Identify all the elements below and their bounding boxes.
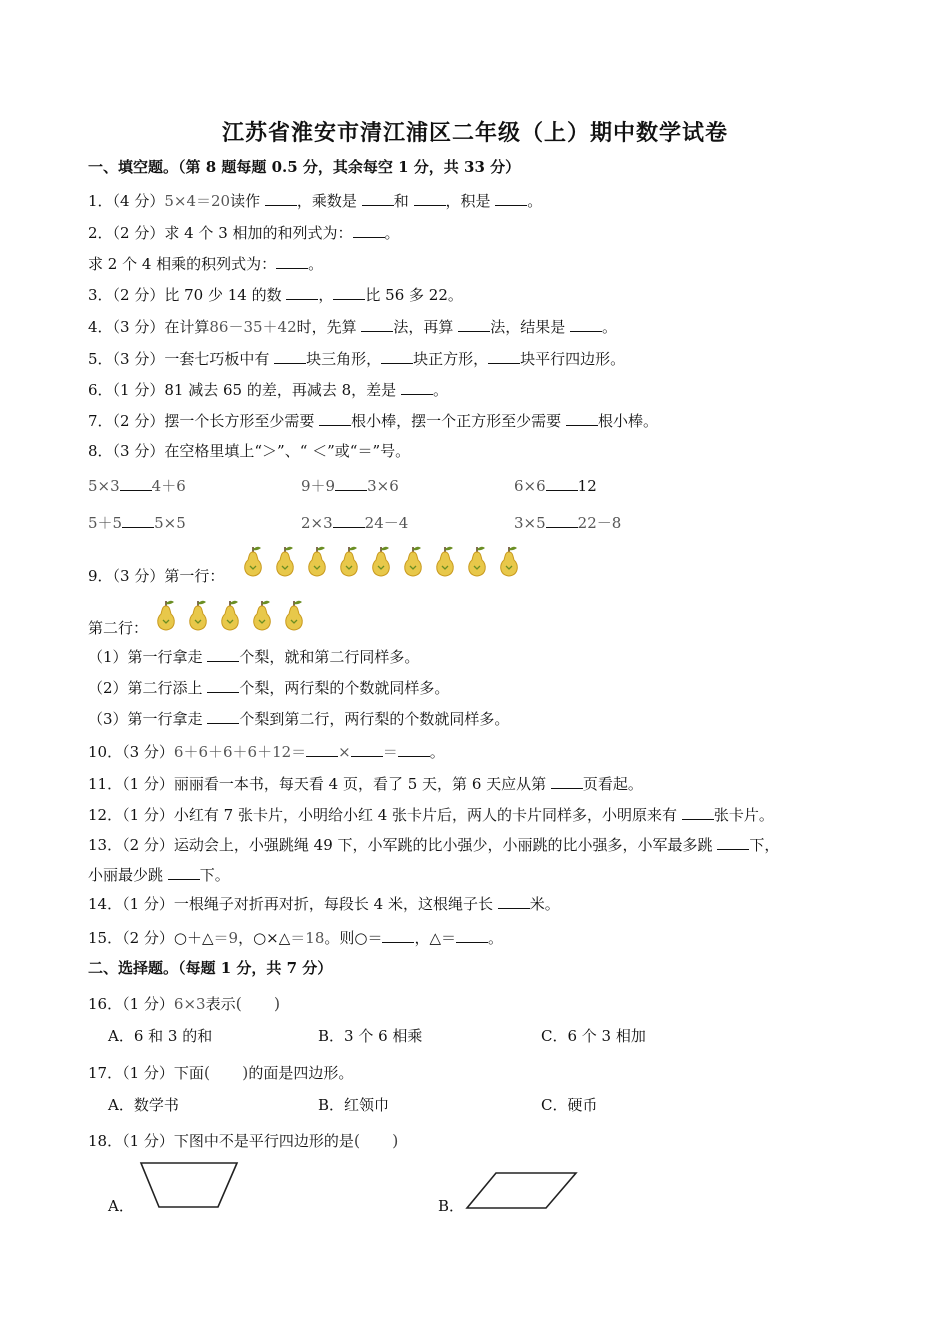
option-c[interactable]: C．6 个 3 相加 [541, 1027, 646, 1045]
pear-icon [304, 544, 330, 578]
question-11: 11．（1 分）丽丽看一本书，每天看 4 页，看了 5 天，第 6 天应从第 页看起。 [88, 775, 643, 793]
compare-item: 2×3 24－4 [301, 514, 409, 532]
compare-item: 9＋9 3×6 [301, 477, 399, 495]
compare-item: 3×5 22－8 [514, 514, 622, 532]
question-13: 13．（2 分）运动会上，小强跳绳 49 下，小军跳的比小强少，小丽跳的比小强多，小军最多跳 下， [88, 836, 780, 854]
answer-blank[interactable] [207, 677, 239, 693]
answer-blank[interactable] [495, 190, 527, 206]
question-2b: 求 2 个 4 相乘的积列式为： 。 [88, 255, 324, 273]
question-5: 5．（3 分）一套七巧板中有 块三角形， 块正方形， 块平行四边形。 [88, 350, 626, 368]
pear-icon [217, 598, 243, 632]
question-13-cont: 小丽最少跳 下。 [88, 866, 230, 884]
answer-blank[interactable] [335, 475, 367, 491]
question-8: 8．（3 分）在空格里填上“＞”、“ ＜”或“＝”号。 [88, 442, 411, 460]
pear-row-2 [153, 598, 307, 632]
question-18: 18．（1 分）下图中不是平行四边形的是( ) [88, 1131, 399, 1150]
pear-icon [249, 598, 275, 632]
answer-blank[interactable] [414, 190, 446, 206]
answer-blank[interactable] [351, 741, 383, 757]
answer-blank[interactable] [498, 893, 530, 909]
question-9-row1-label: 9．（3 分）第一行： [88, 567, 225, 585]
compare-item: 5＋5 5×5 [88, 514, 186, 532]
exam-title: 江苏省淮安市清江浦区二年级（上）期中数学试卷 [221, 120, 728, 146]
answer-blank[interactable] [546, 512, 578, 528]
answer-blank[interactable] [456, 927, 488, 943]
option-b[interactable]: B．红领巾 [318, 1096, 390, 1114]
option-b[interactable]: B．3 个 6 相乘 [318, 1027, 423, 1045]
option-a[interactable]: A． [108, 1197, 134, 1215]
question-10: 10．（3 分）6＋6＋6＋6＋12＝ × ＝ 。 [88, 743, 445, 761]
pear-icon [336, 544, 362, 578]
compare-item: 6×6 12 [514, 477, 597, 495]
question-1: 1．（4 分）5×4＝20读作 ，乘数是 和 ，积是 。 [88, 192, 543, 210]
question-16: 16．（1 分）6×3表示( ) [88, 994, 281, 1013]
option-a[interactable]: A．数学书 [108, 1096, 179, 1114]
answer-blank[interactable] [361, 316, 393, 332]
option-b[interactable]: B． [438, 1197, 465, 1215]
question-12: 12．（1 分）小红有 7 张卡片，小明给小红 4 张卡片后，两人的卡片同样多，小明原来有 张卡片。 [88, 806, 774, 824]
answer-paren[interactable]: ( ) [235, 994, 281, 1013]
question-4: 4．（3 分）在计算86－35＋42时，先算 法，再算 法，结果是 。 [88, 318, 618, 336]
answer-blank[interactable] [717, 834, 749, 850]
answer-blank[interactable] [333, 512, 365, 528]
answer-paren[interactable]: ( ) [203, 1063, 249, 1082]
answer-blank[interactable] [168, 864, 200, 880]
pear-icon [432, 544, 458, 578]
pear-icon [368, 544, 394, 578]
answer-blank[interactable] [207, 708, 239, 724]
question-9-sub3: （3）第一行拿走 个梨到第二行，两行梨的个数就同样多。 [88, 710, 510, 728]
section-choice: 二、选择题。（每题 1 分，共 7 分） [88, 959, 333, 977]
question-9-sub1: （1）第一行拿走 个梨，就和第二行同样多。 [88, 648, 420, 666]
answer-blank[interactable] [570, 316, 602, 332]
compare-item: 5×3 4＋6 [88, 477, 186, 495]
question-9-sub2: （2）第二行添上 个梨，两行梨的个数就同样多。 [88, 679, 450, 697]
pear-icon [153, 598, 179, 632]
question-6: 6．（1 分）81 减去 65 的差，再减去 8，差是 。 [88, 381, 448, 399]
answer-blank[interactable] [382, 927, 414, 943]
section-fill-in: 一、填空题。（第 8 题每题 0.5 分，其余每空 1 分，共 33 分） [88, 158, 521, 176]
trapezoid-shape [138, 1160, 242, 1212]
pear-icon [281, 598, 307, 632]
parallelogram-shape [464, 1170, 580, 1212]
pear-row-1 [240, 544, 522, 578]
question-14: 14．（1 分）一根绳子对折再对折，每段长 4 米，这根绳子长 米。 [88, 895, 560, 913]
answer-blank[interactable] [333, 284, 365, 300]
answer-blank[interactable] [546, 475, 578, 491]
question-3: 3．（2 分）比 70 少 14 的数 ， 比 56 多 22。 [88, 286, 463, 304]
answer-blank[interactable] [319, 410, 351, 426]
pear-icon [464, 544, 490, 578]
answer-blank[interactable] [120, 475, 152, 491]
answer-blank[interactable] [353, 222, 385, 238]
answer-blank[interactable] [274, 348, 306, 364]
answer-blank[interactable] [362, 190, 394, 206]
answer-blank[interactable] [401, 379, 433, 395]
answer-blank[interactable] [286, 284, 318, 300]
answer-blank[interactable] [265, 190, 297, 206]
question-2a: 2．（2 分）求 4 个 3 相加的和列式为： 。 [88, 224, 400, 242]
option-c[interactable]: C．硬币 [541, 1096, 598, 1114]
answer-blank[interactable] [207, 646, 239, 662]
option-a[interactable]: A．6 和 3 的和 [108, 1027, 213, 1045]
answer-blank[interactable] [276, 253, 308, 269]
answer-blank[interactable] [566, 410, 598, 426]
answer-blank[interactable] [488, 348, 520, 364]
answer-blank[interactable] [306, 741, 338, 757]
answer-blank[interactable] [122, 512, 154, 528]
pear-icon [400, 544, 426, 578]
answer-blank[interactable] [381, 348, 413, 364]
pear-icon [496, 544, 522, 578]
pear-icon [185, 598, 211, 632]
pear-icon [272, 544, 298, 578]
question-9-row2-label: 第二行： [88, 619, 149, 637]
pear-icon [240, 544, 266, 578]
answer-blank[interactable] [458, 316, 490, 332]
question-17: 17．（1 分）下面( )的面是四边形。 [88, 1063, 354, 1082]
answer-blank[interactable] [682, 804, 714, 820]
question-7: 7．（2 分）摆一个长方形至少需要 根小棒，摆一个正方形至少需要 根小棒。 [88, 412, 658, 430]
question-15: 15．（2 分）○＋△＝9，○×△＝18。则○＝ ，△＝ 。 [88, 929, 504, 947]
answer-blank[interactable] [398, 741, 430, 757]
answer-paren[interactable]: ( ) [353, 1131, 399, 1150]
answer-blank[interactable] [551, 773, 583, 789]
